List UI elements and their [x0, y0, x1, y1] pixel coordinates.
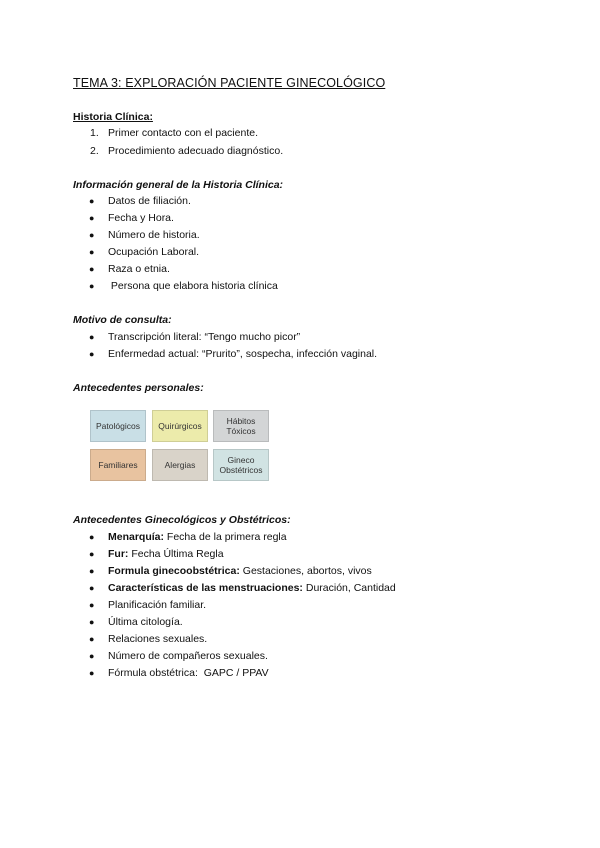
category-box	[213, 449, 269, 481]
bullet-icon: ●	[89, 600, 95, 610]
category-label: Alergias	[164, 460, 196, 470]
list-item-term: Menarquía:	[108, 531, 165, 543]
list-item-text: Ocupación Laboral.	[108, 246, 200, 258]
list-item-text: Fecha Última Regla	[128, 548, 224, 560]
list-item-text: Fecha de la primera regla	[164, 531, 287, 543]
bullet-icon: ●	[89, 668, 95, 678]
bullet-icon: ●	[89, 196, 95, 206]
bullet-icon: ●	[89, 247, 95, 257]
category-box	[213, 410, 269, 442]
bullet-icon: ●	[89, 281, 95, 291]
bullet-icon: ●	[89, 230, 95, 240]
list-item-text: Última citología.	[108, 616, 183, 628]
list-item-text: Duración, Cantidad	[302, 582, 396, 594]
category-label: Quirúrgicos	[158, 421, 202, 431]
bullet-icon: ●	[89, 566, 95, 576]
list-item-text: Planificación familiar.	[108, 599, 207, 611]
list-item-term: Fur:	[108, 548, 129, 560]
bullet-icon: ●	[89, 213, 95, 223]
list-item-text: Fórmula obstétrica: GAPC / PPAV	[108, 667, 269, 679]
category-box	[152, 449, 208, 481]
category-box	[90, 449, 146, 481]
historia-heading: Historia Clínica:	[73, 111, 153, 123]
bullet-icon: ●	[89, 332, 95, 342]
category-box	[90, 410, 146, 442]
info-general-heading: Información general de la Historia Clínica:	[73, 179, 284, 191]
bullet-icon: ●	[89, 617, 95, 627]
antecedentes-personales-heading: Antecedentes personales:	[73, 382, 204, 394]
bullet-icon: ●	[89, 532, 95, 542]
list-item-term: Formula ginecoobstétrica:	[108, 565, 240, 577]
list-item-text: Datos de filiación.	[108, 195, 191, 207]
list-number: 1.	[90, 127, 99, 139]
category-label: Hábitos Tóxicos	[226, 416, 256, 436]
antecedentes-gineco-heading: Antecedentes Ginecológicos y Obstétricos:	[73, 514, 291, 526]
page-title: TEMA 3: EXPLORACIÓN PACIENTE GINECOLÓGICO	[73, 76, 386, 90]
category-box	[152, 410, 208, 442]
category-label: Patológicos	[96, 421, 140, 431]
list-item-text: Primer contacto con el paciente.	[108, 127, 258, 139]
category-label: Familiares	[98, 460, 138, 470]
list-item-text: Relaciones sexuales.	[108, 633, 208, 645]
bullet-icon: ●	[89, 651, 95, 661]
list-item-text: Enfermedad actual: “Prurito”, sospecha, infección vaginal.	[108, 348, 378, 360]
list-item-text: Raza o etnia.	[108, 263, 170, 275]
category-label: Gineco Obstétricos	[219, 455, 263, 475]
list-item-text: Transcripción literal: “Tengo mucho picor”	[108, 331, 301, 343]
list-item-text: Número de historia.	[108, 229, 200, 241]
bullet-icon: ●	[89, 634, 95, 644]
bullet-icon: ●	[89, 549, 95, 559]
list-item-text: Fecha y Hora.	[108, 212, 174, 224]
motivo-heading: Motivo de consulta:	[73, 314, 172, 326]
list-item-text: Procedimiento adecuado diagnóstico.	[108, 145, 284, 157]
list-item-text: Persona que elabora historia clínica	[108, 280, 278, 292]
list-number: 2.	[90, 145, 99, 157]
bullet-icon: ●	[89, 349, 95, 359]
list-item-text: Gestaciones, abortos, vivos	[239, 565, 372, 577]
list-item-term: Características de las menstruaciones:	[108, 582, 303, 594]
list-item-text: Número de compañeros sexuales.	[108, 650, 268, 662]
bullet-icon: ●	[89, 583, 95, 593]
bullet-icon: ●	[89, 264, 95, 274]
